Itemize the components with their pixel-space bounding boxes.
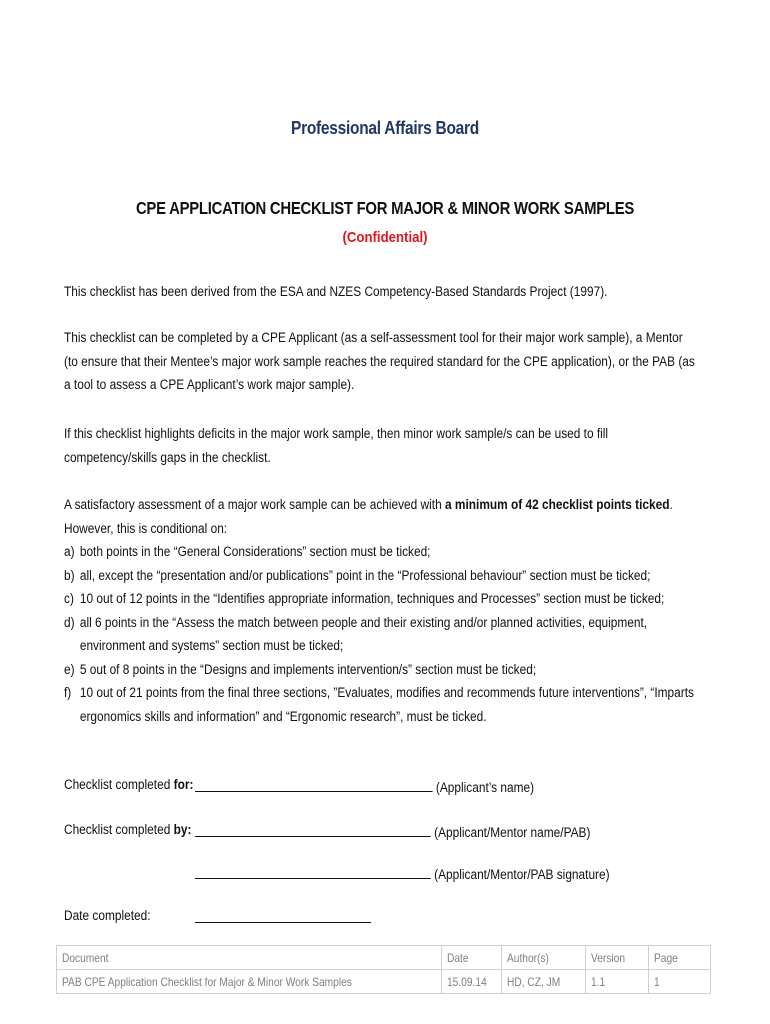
footer-value-document — [57, 970, 442, 994]
list-marker: d) — [64, 614, 75, 630]
signature-field[interactable] — [195, 864, 610, 882]
footer-header-document — [57, 946, 442, 970]
footer-value-version — [585, 970, 649, 994]
intro-paragraph-deficits: If this checklist highlights deficits in the major work sample, then minor work sample/s can be used to fill competency/skills gaps in the checklist. — [64, 426, 609, 465]
applicant-name-line[interactable] — [195, 777, 433, 792]
completed-by-prefix: Checklist completed — [64, 822, 174, 837]
footer-value-page-text: 1 — [654, 974, 661, 989]
list-marker: f) — [64, 685, 72, 700]
criterion-text: all 6 points in the “Assess the match between people and their existing and/or planned activities, equipment, environment and systems” section must be ticked; — [79, 614, 648, 653]
criterion-text: 10 out of 21 points from the final three sections, ”Evaluates, modifies and recommends future interventions”, “Imparts ergonomics skills and information” and “Ergonomic research”, must be ticked. — [79, 685, 694, 724]
footer-header-version-text: Version — [590, 950, 625, 965]
footer-header-date — [441, 946, 501, 970]
list-marker: e) — [64, 661, 75, 677]
footer-value-date — [441, 970, 501, 994]
footer-header-version — [585, 946, 649, 970]
footer-value-page — [649, 970, 711, 994]
footer-value-document-text: PAB CPE Application Checklist for Major & Minor Work Samples — [62, 974, 352, 989]
minimum-points-text: a minimum of 42 checklist points ticked — [444, 497, 670, 512]
mentor-name-line[interactable] — [195, 822, 431, 837]
intro-paragraph-usage: This checklist can be completed by a CPE Applicant (as a self-assessment tool for their major work sample), a Mentor (to ensure that their Mentee’s major work sample reaches the required standard for the CPE application), or the PAB (as a tool to assess a CPE Applicant’s work major sample). — [64, 330, 695, 392]
list-marker: a) — [64, 544, 75, 559]
footer-header-document-text: Document — [62, 950, 109, 965]
assessment-intro-text: A satisfactory assessment of a major work sample can be achieved with — [64, 497, 445, 512]
criterion-text: 10 out of 12 points in the “Identifies appropriate information, techniques and Processes” section must be ticked; — [79, 591, 665, 606]
intro-paragraph-source: This checklist has been derived from the ESA and NZES Competency-Based Standards Project (1997). — [64, 284, 608, 299]
mentor-name-hint: (Applicant/Mentor name/PAB) — [434, 825, 591, 840]
completed-for-bold: for: — [173, 777, 194, 792]
footer-value-date-text: 15.09.14 — [446, 974, 487, 989]
list-item — [64, 681, 698, 728]
completed-for-prefix: Checklist completed — [64, 777, 174, 792]
footer-header-page-text: Page — [654, 950, 679, 965]
document-title: CPE APPLICATION CHECKLIST FOR MAJOR & MINOR WORK SAMPLES — [135, 198, 635, 218]
completed-by-bold: by: — [173, 822, 192, 837]
footer-header-authors-text: Author(s) — [506, 950, 549, 965]
list-item — [64, 611, 698, 658]
footer-value-version-text: 1.1 — [590, 974, 606, 989]
signature-hint: (Applicant/Mentor/PAB signature) — [434, 867, 610, 882]
confidential-label: (Confidential) — [342, 229, 428, 246]
list-marker: b) — [64, 567, 75, 583]
criterion-text: both points in the “General Considerations” section must be ticked; — [79, 544, 431, 559]
footer-value-authors-text: HD, CZ, JM — [506, 974, 561, 989]
applicant-name-field[interactable] — [195, 777, 534, 795]
list-item — [64, 587, 698, 611]
completed-for-label — [64, 777, 193, 792]
signature-line[interactable] — [195, 864, 431, 879]
mentor-name-field[interactable] — [195, 822, 590, 840]
assessment-conditions — [64, 493, 698, 728]
footer-header-authors — [501, 946, 585, 970]
date-completed-label: Date completed: — [64, 908, 151, 923]
applicant-name-hint: (Applicant’s name) — [435, 780, 535, 795]
organization-heading: Professional Affairs Board — [291, 118, 479, 138]
assessment-intro-tail: . However, this is conditional on: — [64, 497, 673, 536]
table-row — [57, 946, 711, 970]
list-item — [64, 564, 698, 588]
footer-value-authors — [501, 970, 585, 994]
list-item — [64, 540, 698, 564]
document-footer-table — [56, 945, 711, 994]
footer-header-date-text: Date — [446, 950, 469, 965]
table-row — [57, 970, 711, 994]
completed-by-label — [64, 822, 191, 837]
date-completed-line[interactable] — [195, 908, 371, 923]
list-item — [64, 658, 698, 682]
criteria-list — [64, 540, 698, 728]
date-completed-field[interactable] — [195, 908, 371, 926]
assessment-intro — [64, 493, 698, 540]
criterion-text: all, except the “presentation and/or publications” point in the “Professional behaviour” section must be ticked; — [79, 567, 651, 583]
criterion-text: 5 out of 8 points in the “Designs and implements intervention/s” section must be ticked; — [79, 661, 537, 677]
footer-header-page — [649, 946, 711, 970]
list-marker: c) — [64, 591, 74, 606]
